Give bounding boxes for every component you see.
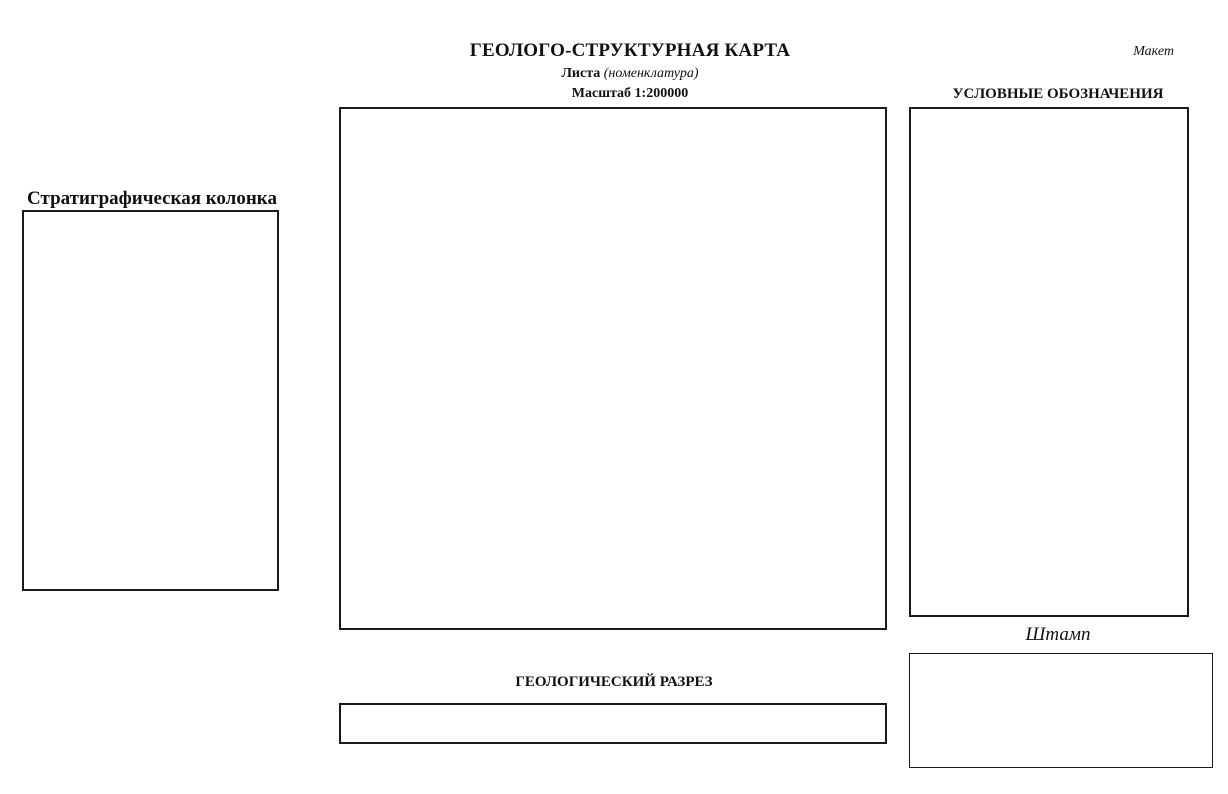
sheet-nomenclature: (номенклатура) <box>603 66 699 81</box>
map-scale: Масштаб 1:200000 <box>571 86 689 101</box>
stamp-title: Штамп <box>1025 624 1091 645</box>
stratigraphic-column-frame <box>22 210 279 591</box>
map-title: ГЕОЛОГО-СТРУКТУРНАЯ КАРТА <box>469 40 791 61</box>
map-frame <box>339 107 887 630</box>
geological-section-frame <box>339 703 887 744</box>
legend-frame <box>909 107 1189 617</box>
stratigraphic-column-title: Стратиграфическая колонка <box>27 188 277 209</box>
legend-title: УСЛОВНЫЕ ОБОЗНАЧЕНИЯ <box>952 86 1164 102</box>
sheet-line <box>340 66 920 82</box>
geological-section-title: ГЕОЛОГИЧЕСКИЙ РАЗРЕЗ <box>515 674 713 690</box>
sheet-label: Листа <box>561 66 601 81</box>
maket-label: Макет <box>1133 44 1174 59</box>
stamp-frame <box>909 653 1213 768</box>
